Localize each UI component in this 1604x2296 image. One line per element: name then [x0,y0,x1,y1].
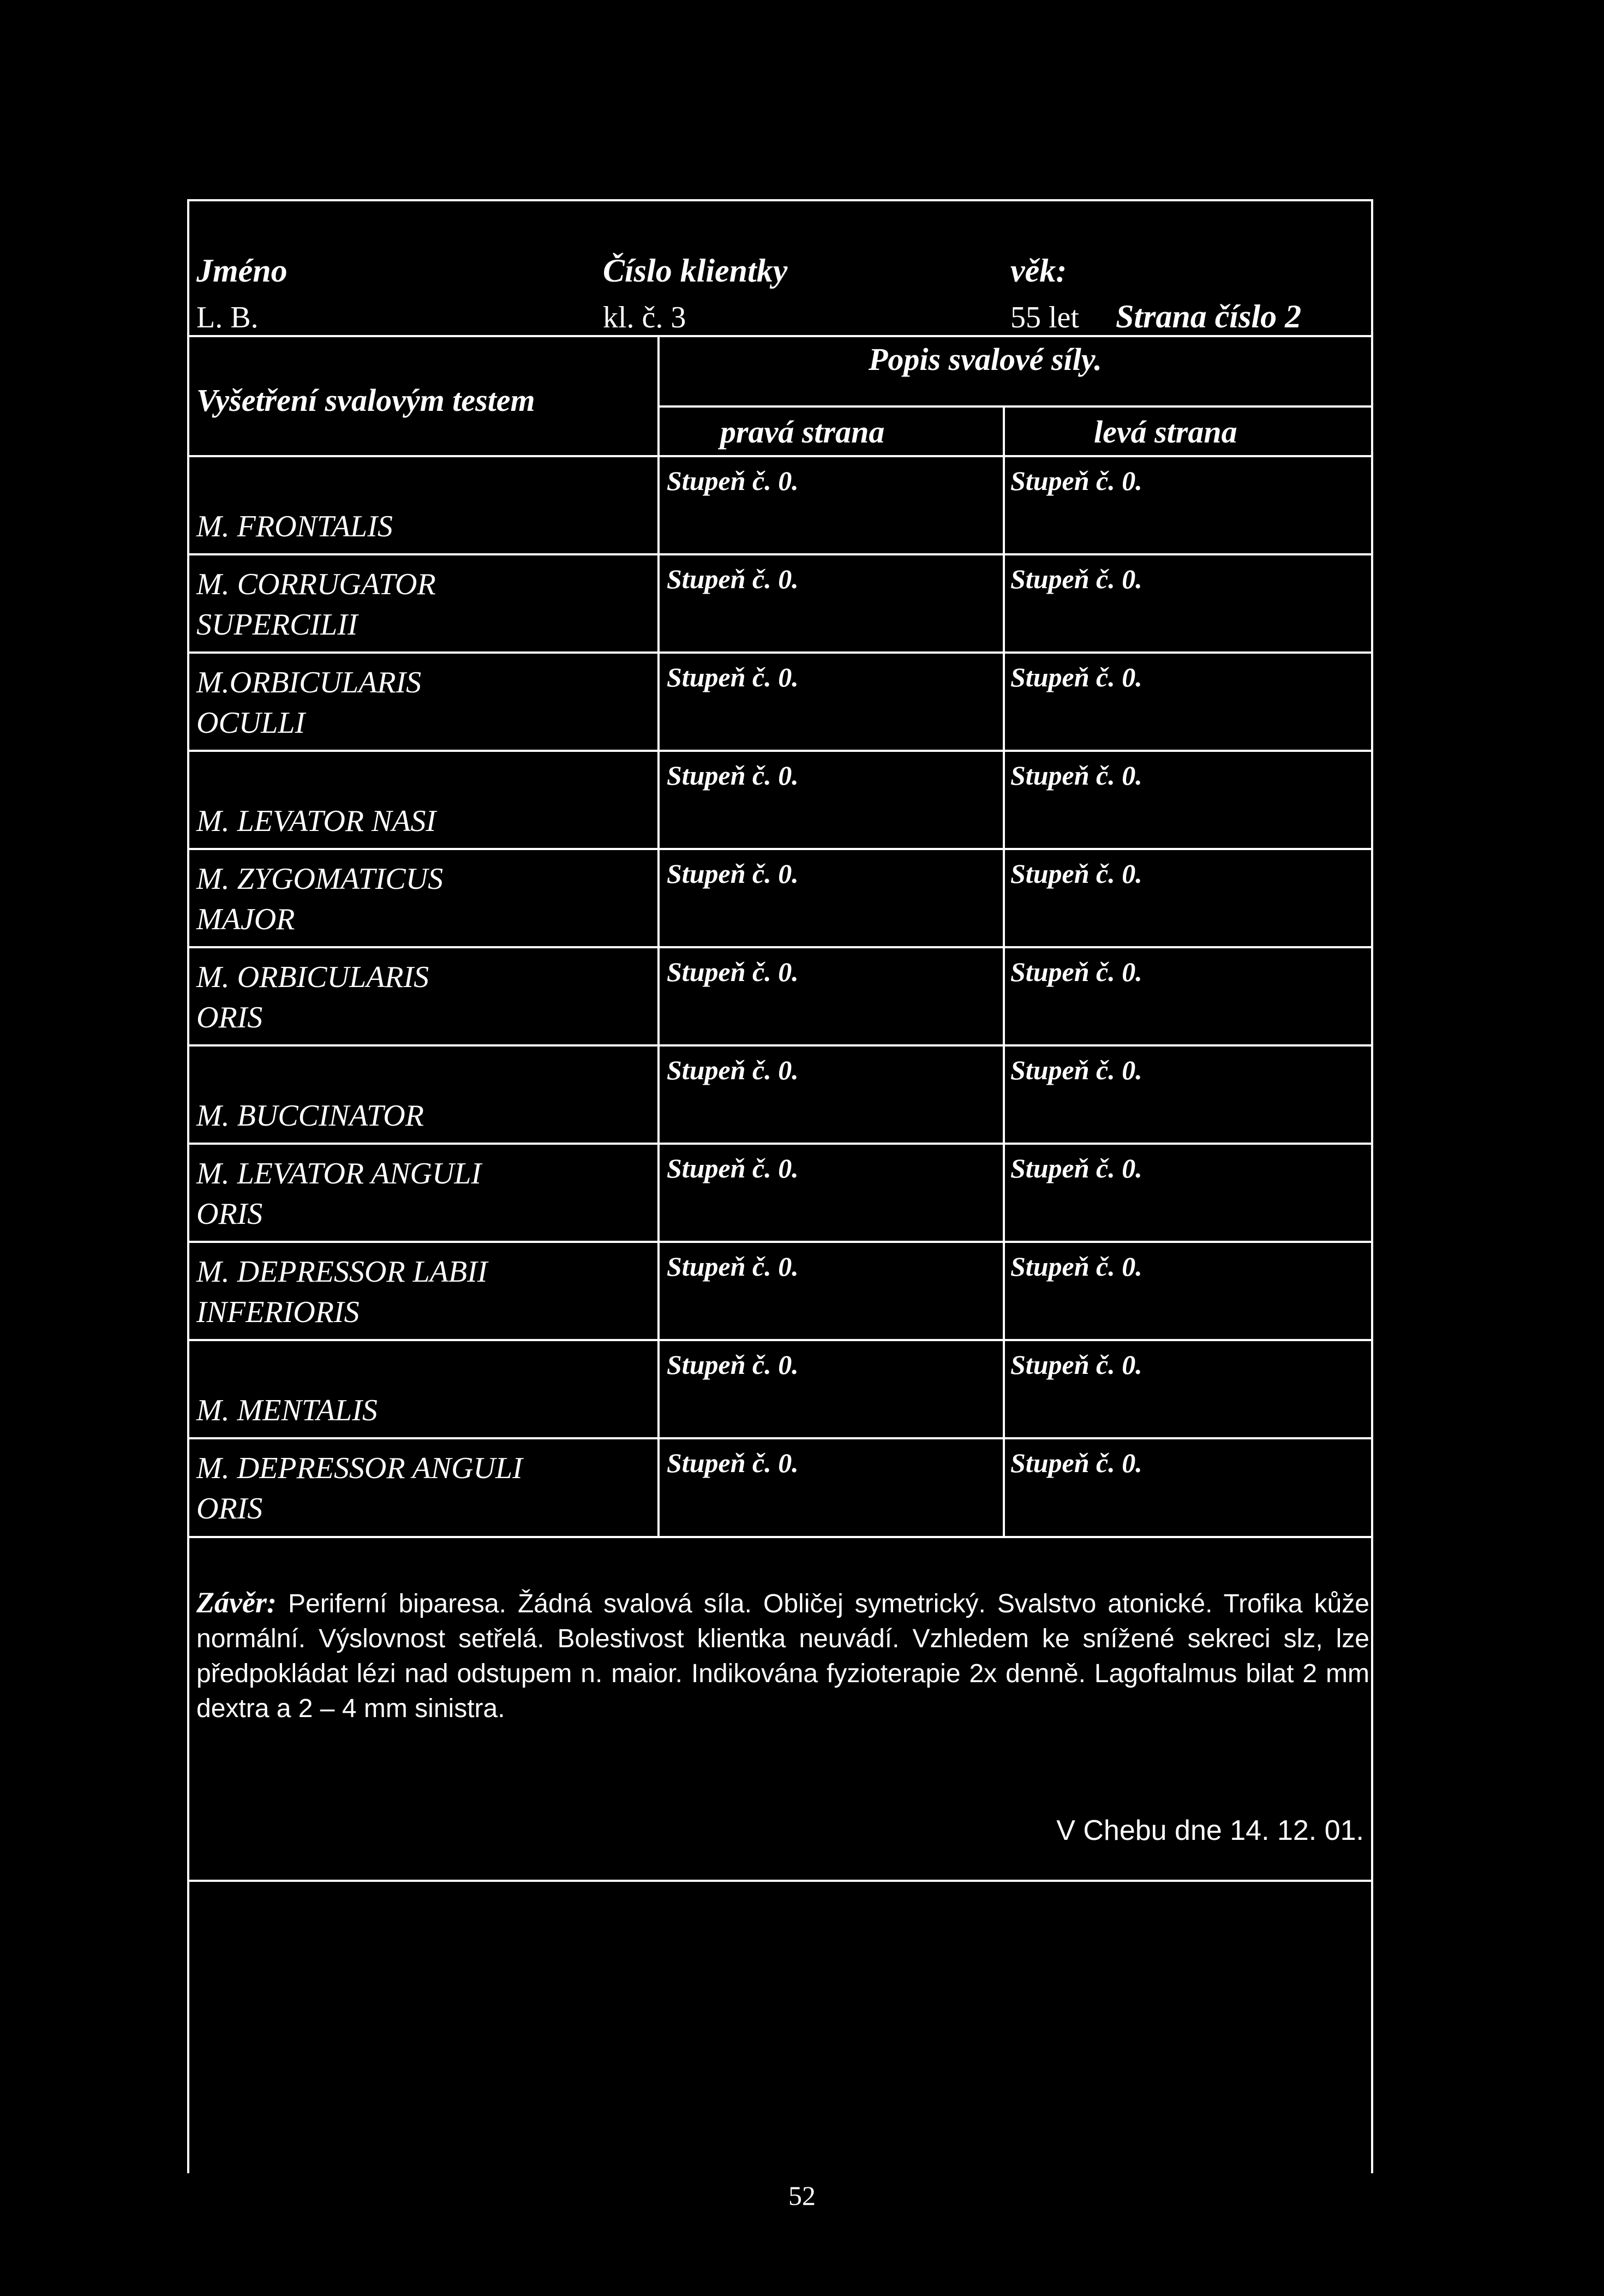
conclusion-rule [187,1536,1373,1538]
row-rule [187,1437,1373,1439]
page-number: 52 [788,2180,816,2211]
muscle-name-line-2: SUPERCILII [196,608,358,642]
row-rule [187,651,1373,654]
strength-header-rule [657,405,1373,408]
frame-top [187,199,1373,201]
muscle-name-line-2: INFERIORIS [196,1295,360,1329]
grade-left: Stupeň č. 0. [1010,1055,1142,1085]
muscle-name-line-2: M. LEVATOR NASI [196,804,436,838]
grade-right: Stupeň č. 0. [667,465,799,496]
grade-left: Stupeň č. 0. [1010,1349,1142,1380]
col-divider-2 [1003,405,1005,1537]
name-value: L. B. [196,301,259,334]
muscle-name-line-2: M. MENTALIS [196,1394,378,1427]
row-rule [187,848,1373,850]
exam-header: Vyšetření svalovým testem [196,382,535,418]
muscle-name-line-1: M. ORBICULARIS [196,960,429,994]
muscle-name-line-2: ORIS [196,1197,263,1231]
row-rule [187,946,1373,948]
grade-left: Stupeň č. 0. [1010,760,1142,791]
row-rule [187,1241,1373,1243]
grade-right: Stupeň č. 0. [667,760,799,791]
grade-right: Stupeň č. 0. [667,564,799,594]
row-rule [187,1339,1373,1341]
row-rule [187,750,1373,752]
grade-right: Stupeň č. 0. [667,1153,799,1183]
frame-bottom-rule [187,1880,1373,1882]
frame-left-lower [187,1536,189,1882]
muscle-name-line-2: MAJOR [196,902,295,936]
place-date: V Chebu dne 14. 12. 01. [1056,1815,1364,1846]
grade-right: Stupeň č. 0. [667,1349,799,1380]
grade-right: Stupeň č. 0. [667,662,799,692]
col-divider-1 [657,335,660,1537]
grade-right: Stupeň č. 0. [667,1055,799,1085]
grade-left: Stupeň č. 0. [1010,1448,1142,1478]
muscle-name-line-2: M. FRONTALIS [196,510,393,543]
row-rule [187,553,1373,555]
right-side-header: pravá strana [720,414,885,450]
client-value: kl. č. 3 [603,301,686,334]
grade-left: Stupeň č. 0. [1010,1251,1142,1282]
muscle-name-line-2: ORIS [196,1492,263,1526]
grade-left: Stupeň č. 0. [1010,465,1142,496]
frame-right-lower [1371,1536,1373,1882]
table-top-rule [187,335,1373,337]
grade-right: Stupeň č. 0. [667,1448,799,1478]
conclusion-label: Závěr: [196,1586,277,1619]
page-label: Strana číslo 2 [1116,298,1302,334]
strength-header: Popis svalové síly. [869,342,1102,377]
conclusion-text: Periferní biparesa. Žádná svalová síla. Obličej symetrický. Svalstvo atonické. Trofika kůže normální. Výslovnost setřelá. Bolestivost klientka neuvádí. Vzhledem ke snížené sekreci slz, lze předpokládat lézi nad odstupem n. maior. Indikována fyzioterapie 2x denně. Lagoftalmus bilat 2 mm dextra a 2 – 4 mm sinistra. [196,1589,1369,1723]
muscle-name-line-1: M. CORRUGATOR [196,567,436,601]
muscle-name-line-2: OCULLI [196,706,306,740]
grade-right: Stupeň č. 0. [667,956,799,987]
side-header-rule [187,455,1373,457]
muscle-name-line-1: M.ORBICULARIS [196,666,422,699]
muscle-name-line-2: ORIS [196,1001,263,1035]
name-label: Jméno [196,253,288,289]
grade-right: Stupeň č. 0. [667,1251,799,1282]
muscle-name-line-1: M. ZYGOMATICUS [196,862,444,896]
muscle-name-line-1: M. LEVATOR ANGULI [196,1157,482,1191]
grade-left: Stupeň č. 0. [1010,1153,1142,1183]
muscle-name-line-1: M. DEPRESSOR LABII [196,1255,488,1289]
age-value: 55 let [1010,301,1079,334]
grade-left: Stupeň č. 0. [1010,564,1142,594]
row-rule [187,1044,1373,1047]
muscle-name-line-2: M. BUCCINATOR [196,1099,424,1133]
client-label: Číslo klientky [603,253,788,289]
grade-left: Stupeň č. 0. [1010,662,1142,692]
row-rule [187,1143,1373,1145]
age-label: věk: [1010,253,1067,289]
left-side-header: levá strana [1094,414,1237,450]
grade-right: Stupeň č. 0. [667,858,799,889]
grade-left: Stupeň č. 0. [1010,956,1142,987]
muscle-name-line-1: M. DEPRESSOR ANGULI [196,1451,523,1485]
conclusion [196,1585,1369,1726]
grade-left: Stupeň č. 0. [1010,858,1142,889]
